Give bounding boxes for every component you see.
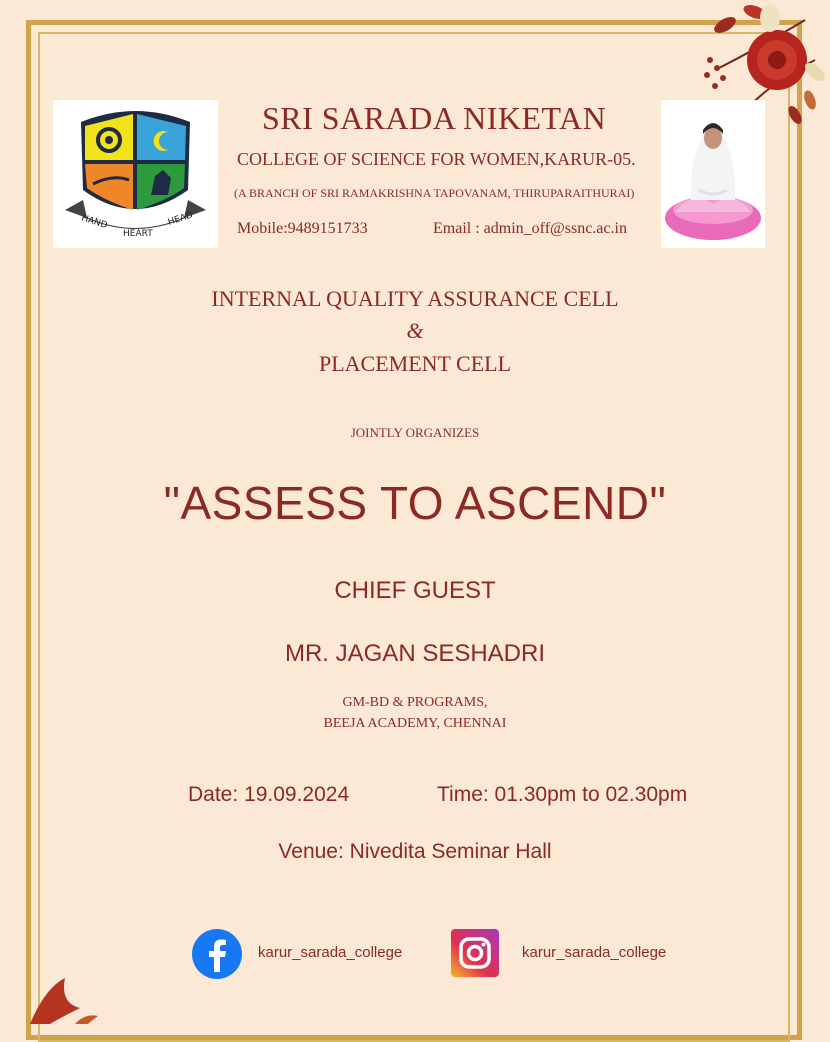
college-subtitle: COLLEGE OF SCIENCE FOR WOMEN,KARUR-05.	[237, 149, 636, 169]
logo-motto-heart: HEART	[123, 229, 153, 239]
organizer-ampersand: &	[406, 318, 424, 343]
email-address: Email : admin_off@ssnc.ac.in	[433, 220, 627, 237]
event-venue: Venue: Nivedita Seminar Hall	[278, 840, 552, 863]
facebook-handle[interactable]: karur_sarada_college	[258, 944, 403, 961]
organizer-line-1: INTERNAL QUALITY ASSURANCE CELL	[211, 286, 619, 311]
guest-designation-1: GM-BD & PROGRAMS,	[342, 695, 488, 710]
college-name: SRI SARADA NIKETAN	[262, 100, 607, 136]
logo-motto-hand: HAND	[80, 213, 109, 232]
event-title: "ASSESS TO ASCEND"	[163, 477, 667, 529]
college-logo	[53, 100, 218, 248]
event-date: Date: 19.09.2024	[188, 783, 350, 806]
instagram-handle[interactable]: karur_sarada_college	[522, 944, 667, 961]
logo-motto-head: HEAD	[166, 210, 195, 228]
mobile-number: Mobile:9489151733	[237, 220, 368, 237]
event-time: Time: 01.30pm to 02.30pm	[437, 783, 688, 806]
organizer-line-2: PLACEMENT CELL	[318, 351, 512, 376]
jointly-organizes: JOINTLY ORGANIZES	[350, 425, 480, 440]
portrait-image	[661, 100, 765, 248]
leaf-decoration-bottom	[20, 978, 100, 1024]
facebook-icon[interactable]	[191, 928, 243, 980]
chief-guest-name: MR. JAGAN SESHADRI	[284, 640, 546, 667]
chief-guest-heading: CHIEF GUEST	[334, 577, 496, 604]
instagram-icon[interactable]	[451, 929, 499, 977]
branch-text: (A BRANCH OF SRI RAMAKRISHNA TAPOVANAM, THIRUPARAITHURAI)	[234, 186, 635, 200]
guest-designation-2: BEEJA ACADEMY, CHENNAI	[323, 716, 507, 731]
